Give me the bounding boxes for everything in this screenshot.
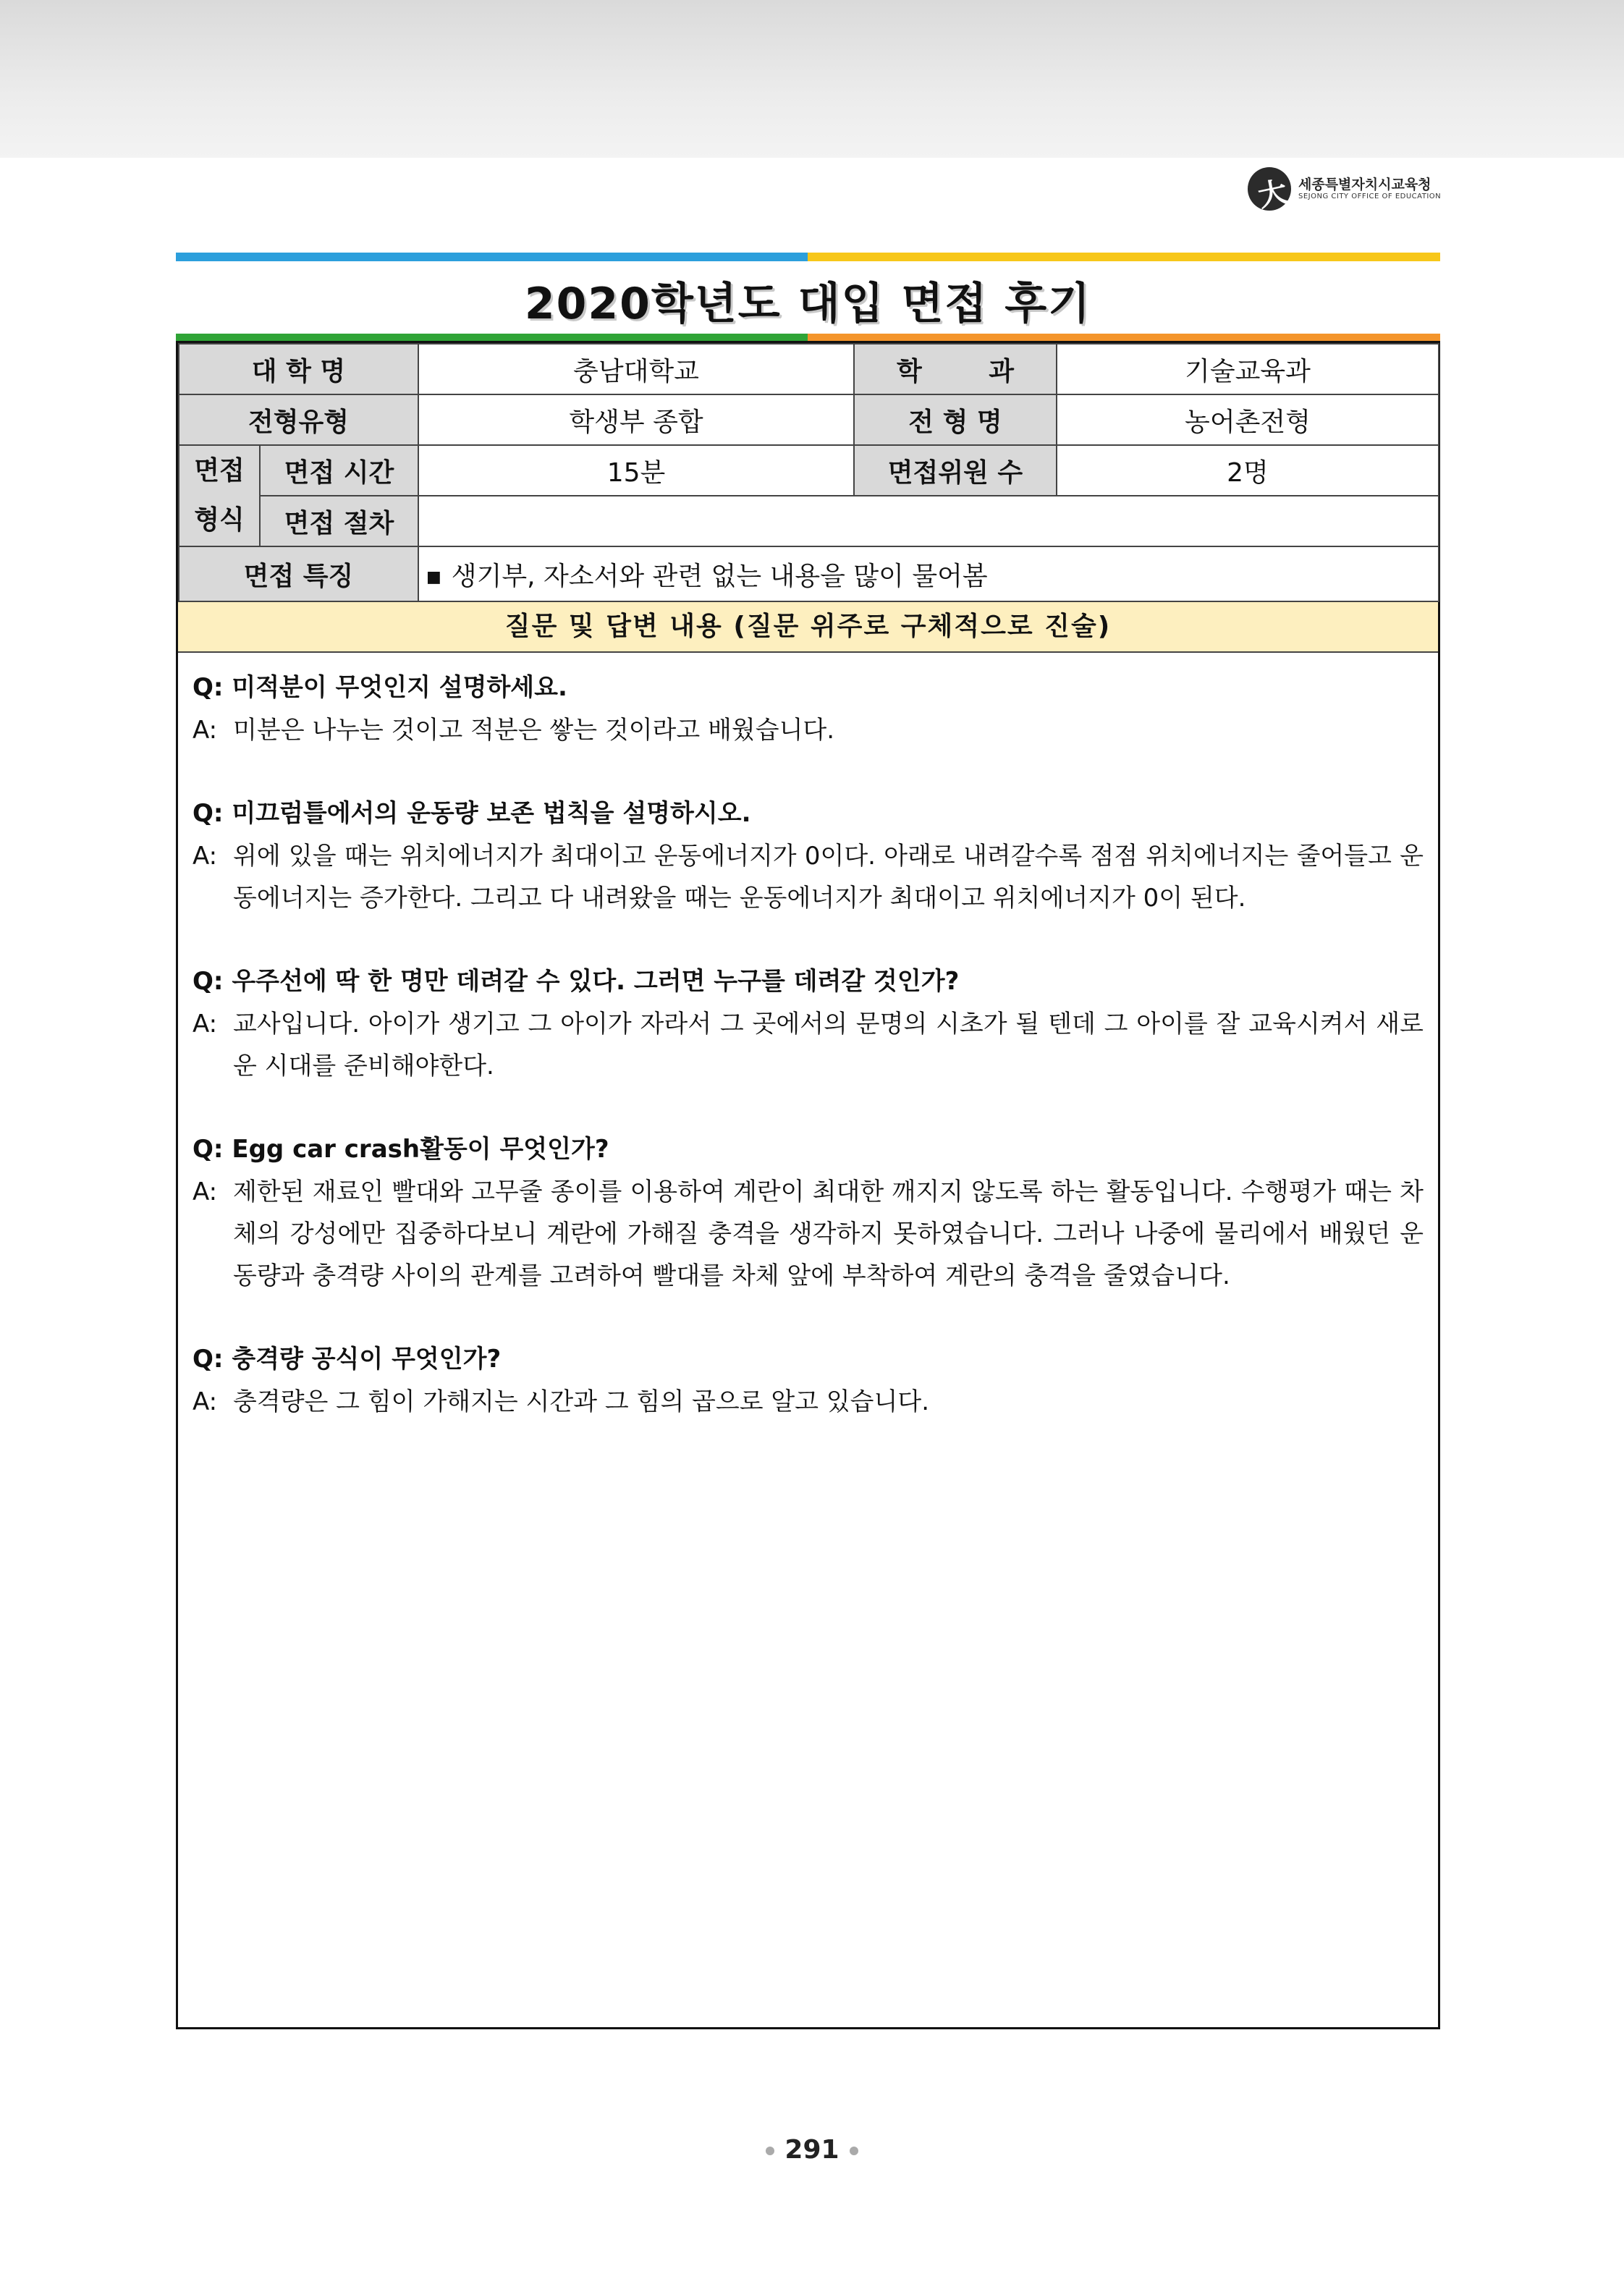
dot-icon (850, 2147, 858, 2155)
org-logo (1248, 166, 1442, 214)
qa-list (178, 653, 1438, 1423)
answer-text: 위에 있을 때는 위치에너지가 최대이고 운동에너지가 0이다. 아래로 내려갈수록 점점 위치에너지는 줄어들고 운동에너지는 증가한다. 그리고 다 내려왔을 때는 운동에너지가 최대이고 위치에너지가 0이 된다. (233, 842, 1424, 913)
qa-item (193, 960, 1424, 1087)
answer-prefix: A: (193, 1177, 218, 1206)
org-emblem-icon: 大 (1248, 167, 1291, 211)
answer-prefix: A: (193, 1010, 218, 1039)
title-bottom-bar (176, 334, 1440, 341)
answer-text: 제한된 재료인 빨대와 고무줄 종이를 이용하여 계란이 최대한 깨지지 않도록 하는 활동입니다. 수행평가 때는 차체의 강성에만 집중하다보니 계란에 가해질 충격을 생각하지 못하였습니다. 그러나 나중에 물리에서 배웠던 운동량과 충격량 사이의 관계를 고려하여 빨대를 차체 앞에 부착하여 계란의 충격을 줄였습니다. (233, 1177, 1424, 1290)
dept-value: 기술교육과 (1057, 344, 1439, 394)
univ-value: 충남대학교 (418, 344, 854, 394)
question: Q: Egg car crash활동이 무엇인가? (193, 1135, 609, 1164)
page-title: 2020학년도 대입 면접 후기 (524, 279, 1092, 329)
feature-cell (418, 546, 1439, 601)
interview-form (176, 341, 1440, 2029)
question: Q: 우주선에 딱 한 명만 데려갈 수 있다. 그러면 누구를 데려갈 것인가? (193, 967, 960, 996)
qa-section-header: 질문 및 답변 내용 (질문 위주로 구체적으로 진술) (178, 602, 1438, 653)
qa-item (193, 666, 1424, 751)
panel-value: 2명 (1057, 445, 1439, 496)
univ-label: 대 학 명 (179, 344, 418, 394)
dept-label: 학 과 (854, 344, 1057, 394)
answer (193, 1003, 1424, 1087)
square-bullet-icon: ■ (426, 568, 441, 586)
answer-text: 충격량은 그 힘이 가해지는 시간과 그 힘의 곱으로 알고 있습니다. (233, 1387, 930, 1416)
question: Q: 미적분이 무엇인지 설명하세요. (193, 673, 567, 702)
org-name-en: SEJONG CITY OFFICE OF EDUCATION (1298, 192, 1442, 200)
proc-label: 면접 절차 (260, 496, 418, 546)
title-top-bar (176, 253, 1440, 261)
answer-text: 미분은 나누는 것이고 적분은 쌓는 것이라고 배웠습니다. (233, 716, 835, 745)
type-value: 학생부 종합 (418, 394, 854, 445)
track-value: 농어촌전형 (1057, 394, 1439, 445)
qa-item (193, 1337, 1424, 1423)
qa-item (193, 1128, 1424, 1297)
time-value: 15분 (418, 445, 854, 496)
panel-label: 면접위원 수 (854, 445, 1057, 496)
proc-value (418, 496, 1439, 546)
format-label: 면접 형식 (179, 445, 260, 546)
feature-value: 생기부, 자소서와 관련 없는 내용을 많이 물어봄 (451, 561, 988, 591)
answer (193, 835, 1424, 919)
feature-label: 면접 특징 (179, 546, 418, 601)
qa-item (193, 792, 1424, 919)
page-number-text: 291 (784, 2135, 840, 2165)
answer (193, 1381, 1424, 1423)
question: Q: 충격량 공식이 무엇인가? (193, 1345, 502, 1374)
answer-prefix: A: (193, 1387, 218, 1416)
time-label: 면접 시간 (260, 445, 418, 496)
answer (193, 709, 1424, 751)
header-band (0, 0, 1624, 158)
info-table (178, 343, 1439, 602)
type-label: 전형유형 (179, 394, 418, 445)
track-label: 전 형 명 (854, 394, 1057, 445)
answer-text: 교사입니다. 아이가 생기고 그 아이가 자라서 그 곳에서의 문명의 시초가 될 텐데 그 아이를 잘 교육시켜서 새로운 시대를 준비해야한다. (233, 1010, 1424, 1081)
dot-icon (766, 2147, 774, 2155)
org-name-ko: 세종특별자치시교육청 (1298, 177, 1431, 193)
answer-prefix: A: (193, 716, 218, 745)
question: Q: 미끄럼틀에서의 운동량 보존 법칙을 설명하시오. (193, 799, 751, 828)
page-number (0, 2135, 1624, 2165)
answer (193, 1171, 1424, 1297)
answer-prefix: A: (193, 842, 218, 871)
